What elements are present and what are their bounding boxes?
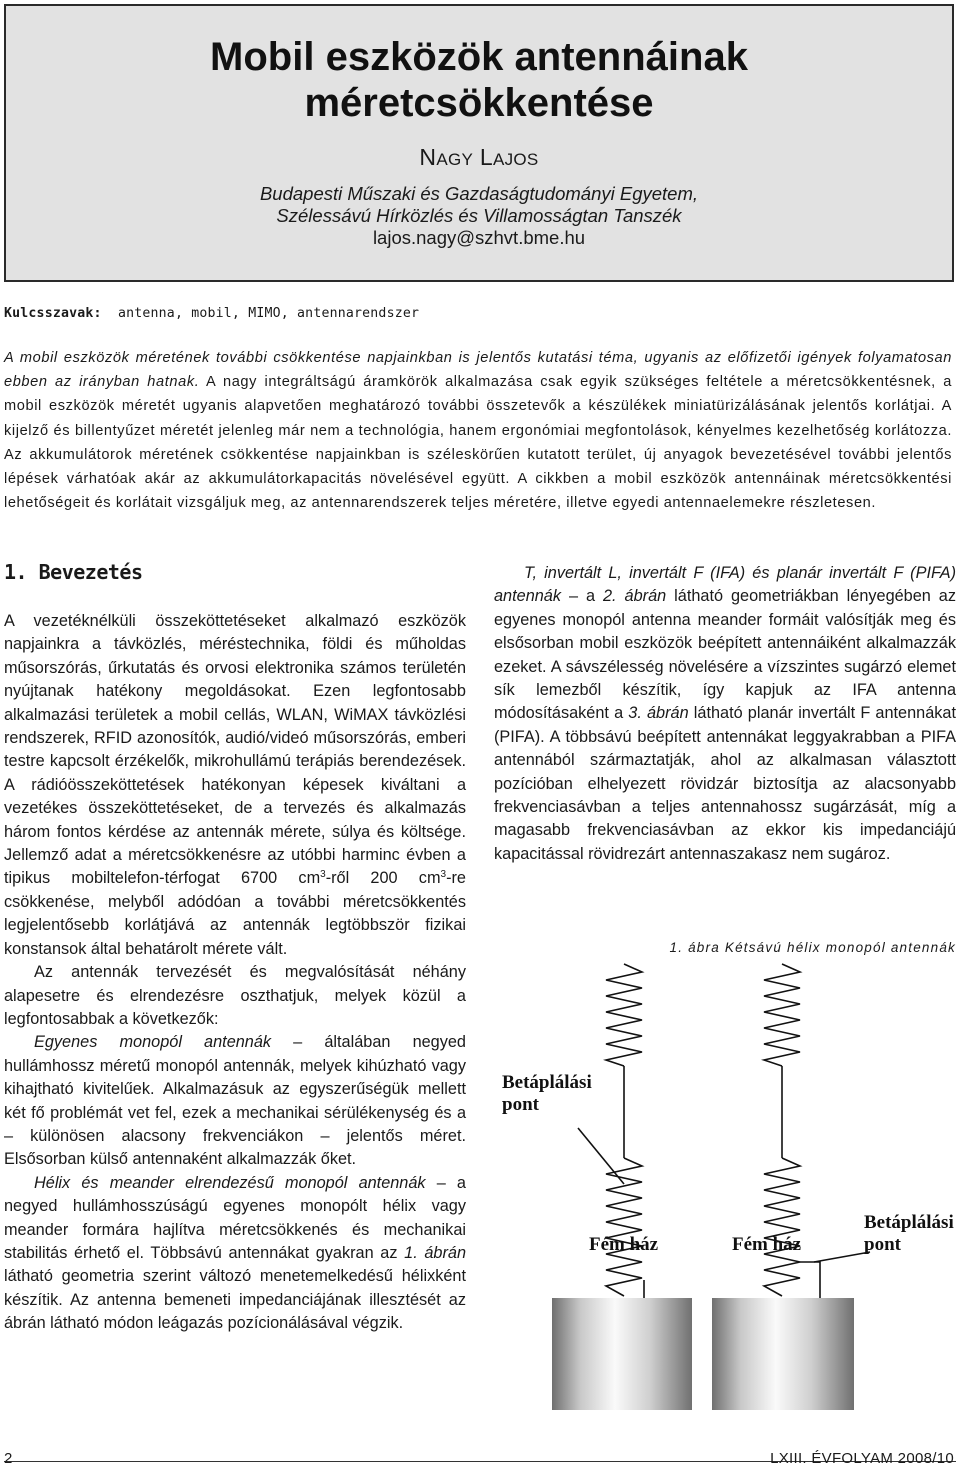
left-column: [4, 560, 466, 1336]
paragraph-helix-end: látható geometria szerint változó menetemelkedésű hélixként készítik. Az antenna bemeneti impedanciájának illesztését az ábrán látható módon leágazás pozícionálásával végzik.: [4, 1267, 466, 1333]
article-title: [6, 34, 952, 126]
title-line-1: Mobil eszközök antennáinak: [210, 35, 748, 79]
author-email: lajos.nagy@szhvt.bme.hu: [372, 227, 586, 248]
feed-tap-right: [800, 1262, 820, 1302]
abstract: [4, 346, 952, 515]
helix-coil-right-lower: [764, 1158, 800, 1296]
superscript-2: 3: [440, 869, 447, 881]
metal-housing-right: [712, 1298, 854, 1410]
term-ifa-pifa: T, invertált L, invertált F (IFA) és planár invertált F (PIFA) antennák: [494, 564, 956, 606]
helix-coil-left: [606, 964, 642, 1066]
metal-housing-label-left: Fém ház: [589, 1234, 659, 1255]
paragraph-intro: [4, 610, 466, 961]
feed-point-label-right-2: pont: [864, 1234, 901, 1255]
right-column: [494, 562, 956, 866]
feed-point-label-right-1: Betáplálási: [864, 1212, 954, 1233]
paragraph-monopole-text: – általában negyed hullámhossz méretű monopól antennák, melyek kihúzható vagy kihajtható kivitelűek. Alkalmazásuk az egyszerűségük mellett két fő problémát vet fel, ezek a mechanikai sérülékenység és a – különösen alacsony frekvenciákon – jelentős méret. Elsősorban külső antennaként alkalmazzák őket.: [4, 1033, 466, 1169]
author-first-rest: AGY: [436, 150, 474, 169]
feed-pointer-right: [814, 1252, 870, 1262]
feed-point-label-left-1: Betáplálási: [502, 1072, 592, 1093]
term-helix-meander: Hélix és meander elrendezésű monopól antennák: [34, 1173, 426, 1192]
helix-antenna-figure: [494, 962, 960, 1410]
author-last-initial: L: [479, 144, 493, 170]
abstract-regular: A nagy integráltságú áramkörök alkalmazása csak egyik szükséges feltétele a méretcsökkentésnek, a mobil eszközök méretét ugyanis alapvetően meghatározó további összetevők a készülékek miniatürizálásának jelentős korlátjai. A kijelző és billentyűzet méretét jelenleg már nem a technológia, hanem ergonómiai megfontolások, kényelmes kezelhetőség korlátozza. Az akkumulátorok méretének csökkentése napjainkban is széleskörűen kutatott terület, új anyagok bevezetésével további jelentős lépések várhatóak akár az akkumulátorkapacitás növelésével együtt. A cikkben a mobil eszközök antennáinak méretcsökkentési lehetőségeit és korlátait vizsgáljuk meg, az antennarendszerek teljes méretére, illetve egyedi antennaelemekre részletesen.: [4, 374, 952, 512]
keywords: [4, 306, 954, 321]
superscript-1: 3: [320, 869, 326, 881]
keywords-value: antenna, mobil, MIMO, antennarendszer: [117, 306, 420, 321]
page-number: 2: [4, 1450, 13, 1467]
paragraph-ifa: [494, 562, 956, 866]
helix-coil-left-lower: [606, 1158, 642, 1296]
author-name: [6, 144, 952, 173]
author-first-initial: N: [419, 144, 437, 170]
feed-pointer-left: [578, 1128, 624, 1184]
figure-reference-2: 2. ábrán: [603, 587, 667, 606]
paragraph-design: Az antennák tervezését és megvalósítását néhány alapesetre és elrendezésre oszthatjuk, melyek közül a legfontosabbak a következők:: [4, 963, 466, 1028]
author-last-rest: AJOS: [492, 150, 539, 169]
figure-reference-3: 3. ábrán: [628, 704, 689, 723]
paragraph-ifa-text: látható geometriákban lényegében az egyenes monopól antenna meander formáit valósítják meg és elsősorban mobil eszközök beépített antennáiként alkalmazzák ezeket. A sávszélesség növelésére a vízszintes sugárzó elemet sík lemezből készítik, így kapjuk az IFA antenna módosításaként a: [494, 587, 957, 723]
metal-housing-left: [552, 1298, 692, 1410]
keywords-label: Kulcsszavak:: [4, 306, 102, 321]
metal-housing-label-right: Fém ház: [732, 1234, 802, 1255]
paragraph-monopole: [4, 1031, 466, 1171]
journal-issue: LXIII. ÉVFOLYAM 2008/10: [770, 1450, 954, 1467]
affiliation-line-2: Szélessávú Hírközlés és Villamosságtan Tanszék: [276, 205, 682, 226]
helix-coil-right: [764, 964, 800, 1066]
abstract-italic: A mobil eszközök méretének további csökkentése napjainkban is jelentős kutatási téma, ugyanis az előfizetői igények folyamatosan ebben az irányban hatnak.: [4, 350, 952, 391]
feed-point-label-left-2: pont: [502, 1094, 539, 1115]
paragraph-ifa-dash: – a: [561, 587, 603, 606]
affiliation: [6, 183, 952, 227]
figure-reference-1: 1. ábrán: [404, 1243, 467, 1262]
paragraph-intro-mid: -ről 200 cm: [325, 869, 441, 888]
paragraph-intro-text: A vezetéknélküli összeköttetéseket alkalmazó eszközök napjainkra a távközlés, méréstechnika, földi és műholdas műsorszórás, űrkutatás és orvosi elektronika számos területén nyújtanak hatékony megoldásokat. Ezen legfontosabb alkalmazási területek a mobil cellás, WLAN, WiMAX távközlési rendszerek, RFID azonosítók, audió/videó műsorszórás, emberi testre kapcsolt érzékelők, mikrohullámú terápiás berendezések. A rádióösszeköttetések hatékonyan képesek kiváltani a vezetékes összeköttetéseket, de a tervezés és alkalmazás három fontos kérdése az antennák mérete, súlya és költsége. Jellemző adat a méretcsökkenésre az utóbbi harminc évben a tipikus mobiltelefon-térfogat 6700 cm: [4, 612, 466, 888]
paragraph-ifa-end: látható planár invertált F antennákat (PIFA). A többsávú beépített antennákat leggyakrabban a PIFA antennából származtatják, ahol az alkalmasan választott pozícióban elhelyezett rövidzár biztosítja az alacsonyabb frekvenciasávban a teljes antennahossz sugárzását, míg a magasabb frekvenciasávban az ekkor kis impedanciájú kapacitással rövidrezárt antennaszakasz nem sugároz.: [494, 704, 956, 863]
section-heading: 1. Bevezetés: [4, 560, 143, 584]
affiliation-line-1: Budapesti Műszaki és Gazdaságtudományi Egyetem,: [259, 183, 699, 204]
term-straight-monopole: Egyenes monopól antennák: [34, 1033, 272, 1052]
figure-caption: 1. ábra Kétsávú hélix monopól antennák: [669, 940, 956, 955]
title-box: [4, 4, 954, 282]
title-line-2: méretcsökkentése: [304, 81, 654, 125]
paragraph-helix: [4, 1172, 466, 1336]
paragraph-intro-end: -re csökkenése, melyből adódóan a további méretcsökkentés legjelentősebb korlátjává az antennák legtöbbször fizikai konstansok által behatárolt mérete vált.: [4, 869, 466, 958]
paragraph-helix-text: – a negyed hullámhosszúságú egyenes monopólt hélix vagy meander formára hajlítva méretcsökkenés és mechanikai stabilitás érhető el. Többsávú antennákat gyakran az: [4, 1173, 466, 1262]
